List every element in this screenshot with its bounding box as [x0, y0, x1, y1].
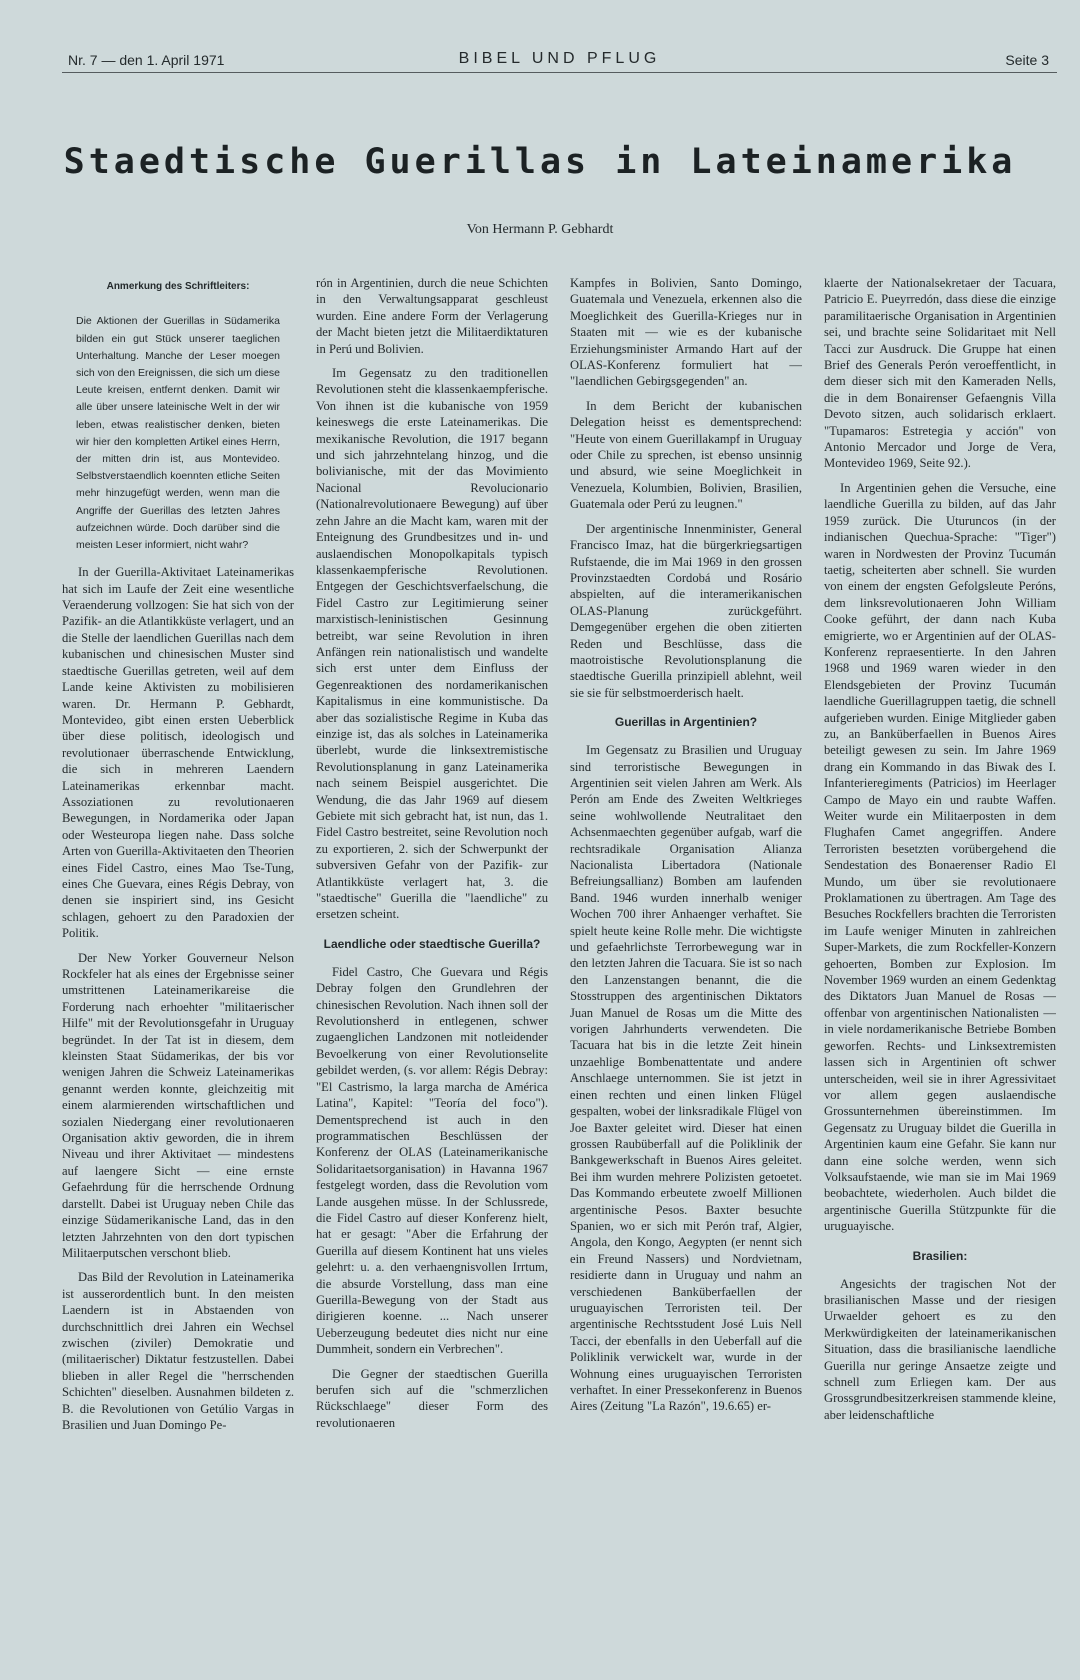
editor-note-heading: Anmerkung des Schriftleiters: — [106, 281, 250, 292]
column-2 — [316, 275, 548, 1670]
column-1 — [62, 275, 294, 1670]
paragraph: Angesichts der tragischen Not der brasilianischen Masse und der riesigen Urwaelder gehoert es zu den Merkwürdigkeiten der lateinamerikanischen Situation, dass die brasilianische laendliche Guerilla nur geringe Ansaetze zeigte und schnell zum Erliegen kam. Der aus Grossgrundbesitzerkreisen stammende kleine, aber leidenschaftliche — [824, 1276, 1056, 1422]
article-title: Staedtische Guerillas in Lateinamerika — [63, 142, 1017, 182]
column-4 — [824, 275, 1056, 1670]
paragraph: klaerte der Nationalsekretaer der Tacuara, Patricio E. Pueyrredón, dass diese die einzige paramilitaerische Organisation in Argentinien sei, und brachte seine Solidaritaet mit Nell Tacci zur Ausdruck. Die Gruppe hat einen Brief des Generals Perón veroeffentlicht, in dem dieser sich mit den Kameraden Nells, die in dem Bonairenser Gefaengnis Villa Devoto sitzen, auch solidarisch erklaert. "Tupamaros: Estretegia y acción" von Antonio Mercador und Jorge de Vera, Montevideo 1969, Seite 92.). — [824, 276, 1056, 471]
paragraph: Das Bild der Revolution in Lateinamerika ist ausserordentlich bunt. In den meisten Laendern ist in Abstaenden von durchschnittlich drei Jahren ein Wechsel zwischen (ziviler) Demokratie und (militaerischer) Diktatur festzustellen. Dabei blieben in aller Regel die "herrschenden Schichten" dieselben. Ausnahmen bildeten z. B. die Revolutionen von Getúlio Vargas in Brasilien und Juan Domingo Pe- — [62, 1270, 294, 1432]
page-number: Seite 3 — [1005, 52, 1049, 68]
paragraph: In der Guerilla-Aktivitaet Lateinamerikas hat sich im Laufe der Zeit eine wesentliche Veraenderung vollzogen: Sie hat sich von der Pazifik- an die Atlantikküste verlagert, und an die Stelle der laendlichen Guerillas nach dem kubanischen und chinesischen Muster sind staedtische Guerillas getreten, weil auf dem Lande keine Aktivisten zu mobilisieren waren. Dr. Hermann P. Gebhardt, Montevideo, gibt einen ersten Ueberblick über diese politisch, ideologisch und revolutionaer überraschende Entwicklung, die sich in mehreren Laendern Lateinamerikas erkennbar macht. Assoziationen zu revolutionaeren Bewegungen, in Nordamerika oder Japan oder Westeuropa liegen nahe. Dass solche Arten von Guerilla-Aktivitaeten den Theorien eines Fidel Castro, eines Mao Tse-Tung, eines Che Guevara, eines Régis Debray, von denen sie inspiriert sind, ins Gesicht schlagen, gehoert zu den Paradoxien der Politik. — [62, 565, 294, 941]
paragraph: Der New Yorker Gouverneur Nelson Rockfeler hat als eines der Ergebnisse seiner umstrittenen Lateinamerikareise die Forderung nach erhoehter "militaerischer Hilfe" mit der Revolutionsgefahr in Uruguay begründet. In der Tat ist in diesem, dem kleinsten Staat Südamerikas, der bis vor wenigen Jahren die Schweiz Lateinamerikas genannt werden konnte, gleichzeitig mit einem alarmierenden wirtschaftlichen und sozialen Niedergang einer revolutionaeren Organisation aktiv geworden, die in ihrem Niveau und ihrer Aktivitaet — mindestens auf laengere Sicht — eine ernste Gefaehrdung für die herrschende Ordnung darstellt. Dabei ist Uruguay neben Chile das einzige Südamerikanische Land, das in den letzten Jahrzehnten von den dort typischen Militaerputschen verschont blieb. — [62, 950, 294, 1260]
paragraph: Fidel Castro, Che Guevara und Régis Debray folgen den Grundlehren der chinesischen Revolution. Nach ihnen soll der Revolutionsherd in entlegenen, schwer zugaenglichen Landzonen mit notleidender Bevoelkerung von einer Revolutionselite gebildet werden, (s. vor allem: Régis Debray: "El Castrismo, la larga marcha de América Latina", Kapitel: "Teoría del foco"). Dementsprechend ist auch in den programmatischen Beschlüssen der Konferenz der OLAS (Lateinamerikanische Solidaritaetsorganisation) in Havanna 1967 festgelegt worden, dass die Revolution vom Lande ausgehen müsse. In der Schlussrede, die Fidel Castro auf dieser Konferenz hielt, hat er gesagt: "Aber die Erfahrung der Guerilla auf diesem Kontinent hat uns vieles gelehrt: u. a. den verhaengnisvollen Irrtum, die absurde Vorstellung, dass man eine Guerilla-Bewegung von der Stadt aus dirigieren koenne. ... Nach unserer Ueberzeugung bedeutet dies nicht nur eine Dummheit, sondern ein Verbrechen". — [316, 964, 548, 1357]
paragraph: Kampfes in Bolivien, Santo Domingo, Guatemala und Venezuela, erkennen also die Moeglichkeit des Guerilla-Krieges nur in Staaten mit — wie es der kubanische Erziehungsminister Armando Hart auf der OLAS-Konferenz formuliert hat — "laendlichen Gebirgsgegenden" an. — [570, 276, 802, 389]
paragraph: Der argentinische Innenminister, General Francisco Imaz, hat die bürgerkriegsartigen Rufstaende, die im Mai 1969 in den grossen Provinzstaedten Cordobá und Rosário abspielten, auf die interamerikanischen OLAS-Planung zurückgeführt. Demgegenüber ergehen die oben zitierten Reden und Beschlüsse, dass die maotroistische Revolutionsplanung die staedtische Guerilla prinzipiell ablehnt, weil sie sie für selbstmoerderisch haelt. — [570, 521, 802, 700]
paragraph: rón in Argentinien, durch die neue Schichten in den Verwaltungsapparat geschleust wurden. Eine andere Form der Verlagerung der Macht bieten jetzt die Militaerdiktaturen in Perú und Bolivien. — [316, 276, 548, 356]
subheading: Laendliche oder staedtische Guerilla? — [323, 936, 541, 951]
paragraph: Im Gegensatz zu den traditionellen Revolutionen steht die klassenkaempferische. Von ihnen ist die kubanische von 1959 keineswegs die erste Lateinamerikas. Die mexikanische Revolution, die 1917 begann und sich jahrzehntelang hinzog, und die bolivianische, mit der das Movimiento Nacional Revolucionario (Nationalrevolutionaere Bewegung) auf über zehn Jahre an die Macht kam, waren mit der Enteignung des Grundbesitzes und in- und auslaendischen Monopolkapitals typisch klassenkaempferische Revolutionen. Entgegen der Geschichtsverfaelschung, die Fidel Castro zur Legitimierung seiner marxistisch-leninistischen Gesinnung betreibt, war seine Revolution in ihren Anfängen rein nationalistisch und wandelte sich erst unter dem Einfluss der Gegenreaktionen des nordamerikanischen Kapitalismus in eine kommunistische. Da aber das sozialistische Regime in Kuba das einzige ist, das als solches in Lateinamerika überlebt, wurde die linksextremistische Revolutionsplanung in ganz Lateinamerika nach seinem Beispiel ausgerichtet. Die Wendung, die das Jahr 1969 auf diesem Gebiete mit sich gebracht hat, ist nun, das 1. Fidel Castro bestreitet, seine Revolution noch zu exportieren, 2. sich der Schwerpunkt der subversiven Gefahr von der Pazifik- zur Atlantikküste verlagert hat, 3. die "staedtische" Guerilla die "laendliche" zu ersetzen scheint. — [316, 366, 548, 922]
paragraph: In dem Bericht der kubanischen Delegation heisst es dementsprechend: "Heute von einem Guerillakampf in Uruguay oder Chile zu sprechen, ist ebenso unsinnig und absurd, wie seine Moeglichkeit in Venezuela, Kolumbien, Bolivien, Brasilien, Guatemala oder Perú zu leugnen." — [570, 398, 802, 512]
subheading: Guerillas in Argentinien? — [614, 715, 758, 730]
editor-note: Die Aktionen der Guerillas in Südamerika bilden ein gut Stück unserer taeglichen Unterhaltung. Manche der Leser moegen sich von den Ereignissen, die sich um diese Leute kreisen, entfernt denken. Damit wir alle über unsere lateinische Welt in der wir leben, etwas realistischer denken, bieten wir hier den kompletten Artikel eines Herrn, der mitten drin ist, aus Montevideo. Selbstverstaendlich koennten etliche Seiten mehr hinzugefügt werden, wenn man die Angriffe der Guerillas des letzten Jahres aufzeichnen würde. Doch darüber sind die meisten Leser informiert, nicht wahr? — [76, 315, 280, 552]
issue-date: Nr. 7 — den 1. April 1971 — [68, 52, 225, 68]
paragraph: Im Gegensatz zu Brasilien und Uruguay sind terroristische Bewegungen in Argentinien seit vielen Jahren am Werk. Als Perón am Ende des Zweiten Weltkrieges seine wohlwollende Neutralitaet den Achsenmaechten gegenüber aufgab, warf die rechtsradikale Organisation Alianza Nacionalista Libertadora (Nationale Befreiungsallianz) Bomben am laufenden Band. 1946 wurden innerhalb weniger Wochen 700 ihrer Anhaenger verhaftet. Sie spielt heute keine Rolle mehr. Die wichtigste und gefaehrlichste Terrorbewegung war in den letzten Jahren die Tacuara. Sie ist so nach den Lanzenstangen benannt, die die Stosstruppen des argentinischen Diktators Juan Manuel de Rosas um die Mitte des vorigen Jahrhunderts verwendeten. Die Tacuara hat bis in die letzte Zeit hinein unzaehlige Bombenattentate und andere Anschlaege unternommen. Sie ist jetzt in einen rechten und einen linken Flügel gespalten, wobei der linksradikale Flügel von Joe Baxter geleitet wird. Dieser hat einen grossen Raubüberfall auf die Poliklinik der Bankgewerkschaft in Buenos Aires geleitet. Bei ihm wurden mehrere Polizisten getoetet. Das Kommando erbeutete zwoelf Millionen argentinische Pesos. Baxter besuchte Spanien, wo er sich mit Perón traf, Algier, Angola, den Kongo, Aegypten (er nennt sich ein Freund Nassers) und Nordvietnam, residierte dann in Uruguay und nahm an verschiedenen Banküberfaellen der uruguayischen Terroristen teil. Der argentinische Rechtsstudent José Luis Nell Tacci, der ebenfalls in den Ueberfall auf die Poliklinik verwickelt war, wurde in der Wohnung eines uruguayischen Terroristen verhaftet. In einer Pressekonferenz in Buenos Aires (Zeitung "La Razón", 19.6.65) er- — [570, 743, 802, 1414]
paragraph: Die Gegner der staedtischen Guerilla berufen sich auf die "schmerzlichen Rückschlaege" dieser Form des revolutionaeren — [316, 1366, 548, 1430]
column-3 — [570, 275, 802, 1670]
journal-name: BIBEL UND PFLUG — [458, 50, 661, 67]
subheading: Brasilien: — [912, 1248, 968, 1263]
paragraph: In Argentinien gehen die Versuche, eine laendliche Guerilla zu bilden, auf das Jahr 1959 zurück. Die Uturuncos (in der indianischen Quechua-Sprache: "Tiger") waren in Nordwesten der Provinz Tucumán taetig, scheiterten aber schnell. Sie wurden von einem der engsten Gefolgsleute Peróns, dem linksrevolutionaeren John William Cooke geführt, der dann nach Kuba emigrierte, wo er Argentinien auf der OLAS-Konferenz repraesentierte. In den Jahren 1968 und 1969 waren wieder in den Elendsgebieten der Provinz Tucumán laendliche Guerillagruppen taetig, die schnell aufgerieben wurden. Einige Mitglieder gaben zu, an Banküberfaellen in Buenos Aires beteiligt gewesen zu sein. Im Jahre 1969 drang ein Kommando in das Biwak des I. Infanterieregiments (Patricios) im Heerlager Campo de Mayo ein und raubte Waffen. Weiter wurde ein Militaerposten in dem Flughafen Camet angegriffen. Andere Terroristen besetzten vorübergehend die Sendestation des Bonaerenser Radio El Mundo, um über sie revolutionaere Proklamationen zu übertragen. Am Tage des Besuches Rockfellers brachten die Terroristen im Laufe weniger Minuten in zahlreichen Super-Markets, die zum Rockfeller-Konzern gehoerten, Bomben zur Explosion. Im November 1969 wurden an einem Gedenktag des Diktators Juan Manuel de Rosas — offenbar von argentinischen Nationalisten — in viele nordamerikanische Betriebe Bomben geworfen. Rechts- und Linksextremisten lassen sich in Argentinien oft schwer unterscheiden, weil sie in ihrer Agressivitaet vor allem gegen auslaendische Grossunternehmen übereinstimmen. Im Gegensatz zu Uruguay bildet die Guerilla in Argentinien kaum eine Gefahr. Sie kann nur dann eine solche werden, wenn sich Volksaufstaende, wie man sie im Mai 1969 beobachtete, wiederholen. Auch bildet die argentinische Guerilla Stützpunkte für die uruguayische. — [824, 480, 1056, 1234]
running-header — [62, 50, 1057, 73]
article-byline: Von Hermann P. Gebhardt — [466, 222, 614, 237]
